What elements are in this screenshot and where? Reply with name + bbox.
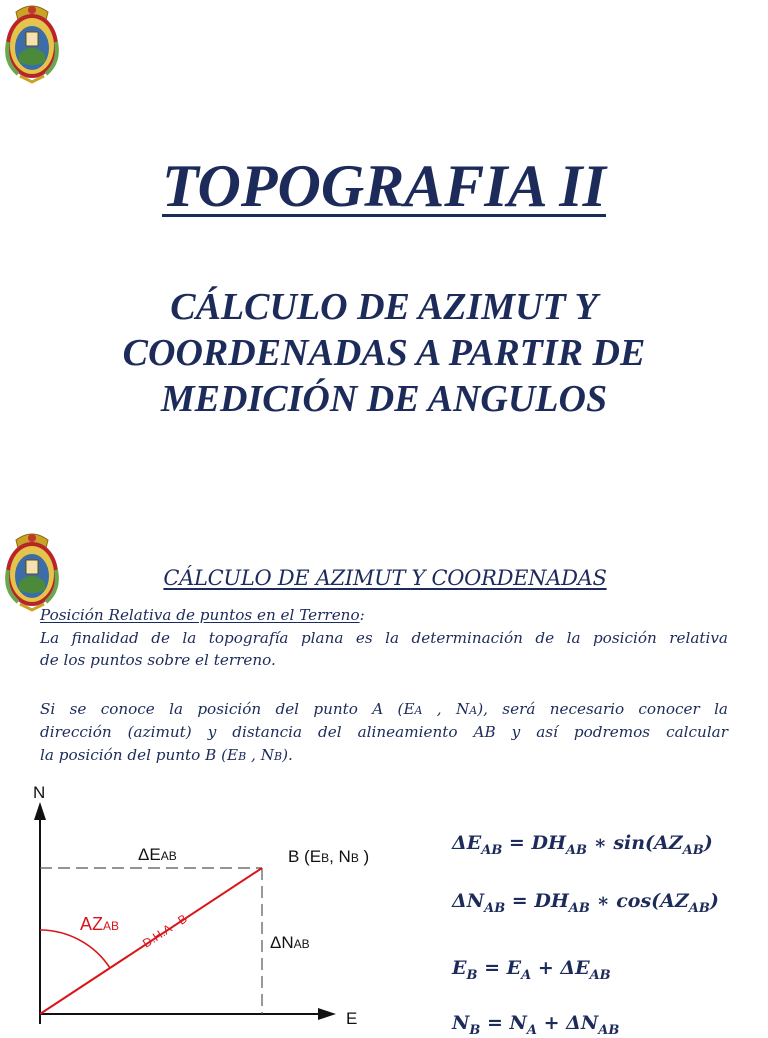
slide-heading: CÁLCULO DE AZIMUT Y COORDENADAS (163, 566, 607, 590)
presentation-subtitle (0, 284, 768, 422)
slide-1 (0, 0, 768, 512)
paragraph-line: La finalidad de la topografía plana es la determinación de la posición relativa (40, 629, 728, 647)
delta-n-label: ΔNAB (270, 933, 310, 952)
subtitle-line: CÁLCULO DE AZIMUT Y (170, 286, 598, 328)
equation-delta-n: $\Delta N_{AB} = DH_{AB}$ ∗ $\cos(AZ_{AB})$ (452, 890, 719, 916)
azimuth-arc (40, 930, 110, 968)
north-arrow-icon (34, 802, 46, 820)
presentation-title: TOPOGRAFIA II (161, 153, 607, 219)
university-crest-logo (2, 530, 62, 612)
east-axis-label: E (346, 1009, 358, 1028)
east-arrow-icon (318, 1008, 336, 1020)
slide-2 (0, 512, 768, 1038)
horizontal-distance-label: D.H.A - B (140, 911, 190, 951)
equation-delta-e: $\Delta E_{AB} = DH_{AB}$ ∗ $\sin(AZ_{AB})$ (452, 832, 713, 858)
point-b-label: B (EB, NB ) (288, 847, 370, 866)
north-axis-label: N (33, 783, 46, 802)
paragraph-line: Si se conoce la posición del punto A (EA , NA), será necesario conocer la (40, 700, 728, 718)
subtitle-line: MEDICIÓN DE ANGULOS (160, 378, 608, 420)
equation-e-b: $E_B = E_A + \Delta E_{AB}$ (452, 957, 611, 983)
azimuth-diagram (0, 782, 420, 1028)
delta-e-label: ΔEAB (138, 845, 177, 864)
university-crest-logo (2, 2, 62, 84)
paragraph-line: la posición del punto B (EB , NB). (40, 746, 293, 764)
azimuth-label: AZAB (80, 914, 120, 934)
paragraph-line: dirección (azimut) y distancia del alineamiento AB y así podremos calcular (40, 723, 728, 741)
paragraph-line: de los puntos sobre el terreno. (40, 651, 276, 669)
equation-n-b: $N_B = N_A + \Delta N_{AB}$ (452, 1012, 620, 1038)
subtitle-line: COORDENADAS A PARTIR DE (122, 332, 646, 374)
section-title: Posición Relativa de puntos en el Terreno: (40, 606, 365, 624)
